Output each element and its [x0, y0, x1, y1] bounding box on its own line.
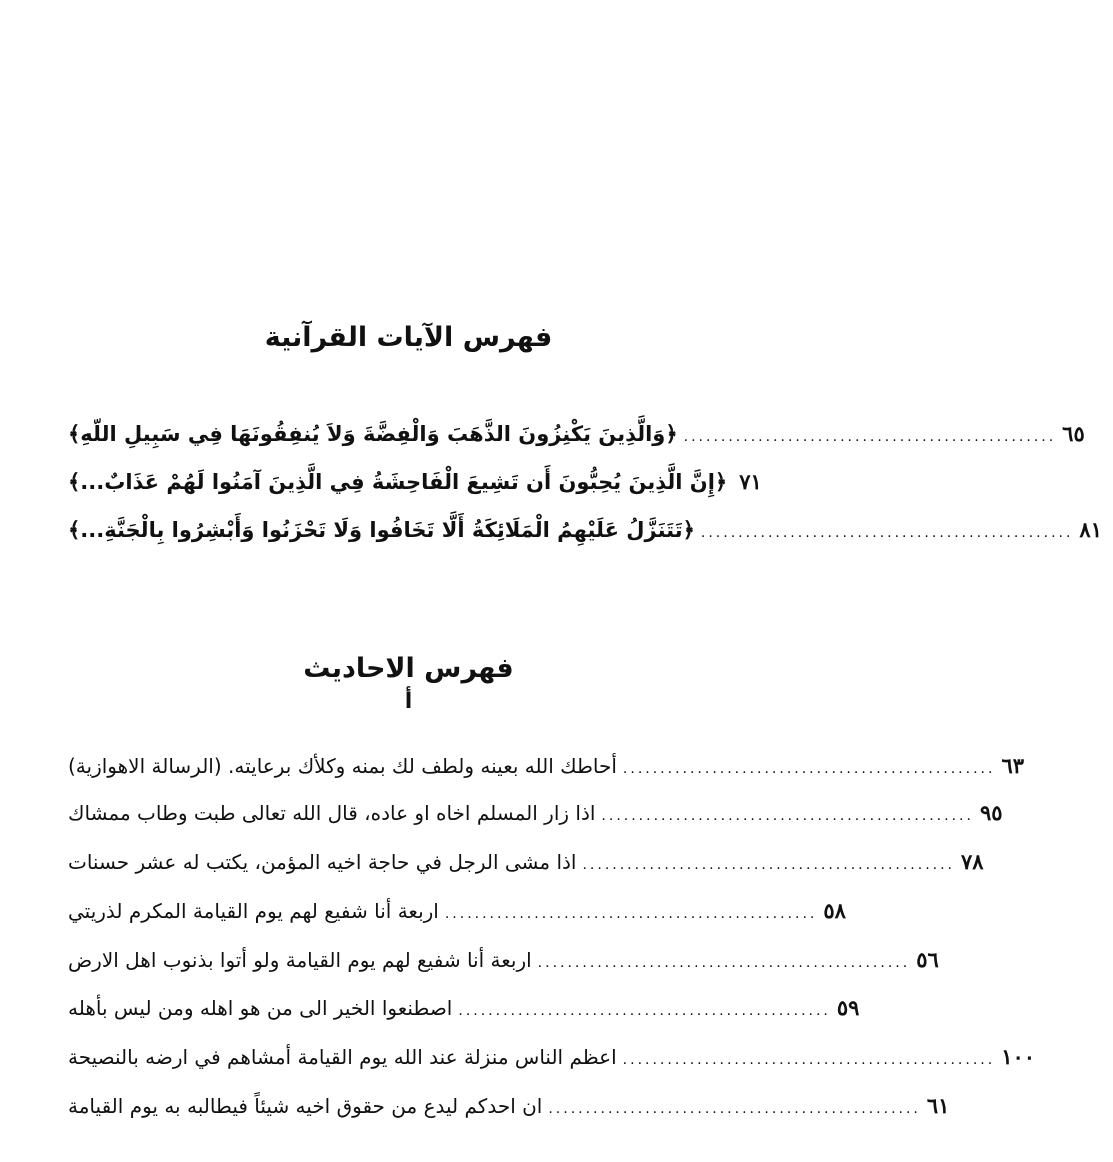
- leader-dots: ..................................................: [700, 525, 1074, 541]
- quran-index-title: فهرس الآيات القرآنية: [264, 322, 553, 353]
- page-number: ٦٥: [1062, 421, 1085, 446]
- leader-dots: ..................................................: [622, 761, 996, 777]
- hadith-text: اربعة أنا شفيع لهم يوم القيامة ولو أتوا بذنوب اهل الارض: [68, 948, 532, 972]
- section-letter: أ: [404, 689, 413, 714]
- page-number: ٥٦: [916, 947, 939, 972]
- page-number: ٦١: [926, 1093, 950, 1118]
- leader-dots: ..................................................: [683, 429, 1057, 445]
- hadith-text: ان احدكم ليدع من حقوق اخيه شيئاً فيطالبه به يوم القيامة: [68, 1094, 543, 1118]
- page-number: ٥٨: [823, 898, 846, 923]
- hadith-entry: [68, 800, 1003, 834]
- verse-text: ﴿تَتَنَزَّلُ عَلَيْهِمُ الْمَلَائِكَةُ أَلَّا تَخَافُوا وَلَا تَحْزَنُوا وَأَبْشِرُوا بِالْجَنَّةِ...﴾: [68, 518, 695, 542]
- hadith-entry: [68, 995, 860, 1029]
- hadith-text: اعظم الناس منزلة عند الله يوم القيامة أمشاهم في ارضه بالنصيحة: [68, 1045, 617, 1069]
- hadith-entry: [68, 1044, 1036, 1078]
- hadith-text: اصطنعوا الخير الى من هو اهله ومن ليس بأهله: [68, 996, 453, 1020]
- page-number: ٧٨: [961, 849, 984, 874]
- leader-dots: ..................................................: [458, 1003, 831, 1019]
- hadith-entry: [68, 753, 1024, 787]
- quran-entry: [68, 469, 762, 503]
- hadith-text: اربعة أنا شفيع لهم يوم القيامة المكرم لذريتي: [68, 899, 439, 923]
- leader-dots: ..................................................: [444, 906, 818, 922]
- leader-dots: ..................................................: [548, 1101, 921, 1117]
- quran-entry: [68, 421, 1085, 455]
- verse-text: ﴿وَالَّذِينَ يَكْنِزُونَ الذَّهَبَ وَالْفِضَّةَ وَلاَ يُنفِقُونَهَا فِي سَبِيلِ اللّهِ﴾: [68, 422, 678, 446]
- hadith-entry: [68, 898, 846, 932]
- hadith-index-title: فهرس الاحاديث: [303, 653, 514, 684]
- hadith-entry: [68, 1093, 950, 1127]
- quran-entry: [68, 517, 1102, 551]
- page-number: ٩٥: [979, 800, 1003, 825]
- leader-dots: ..................................................: [537, 955, 911, 971]
- verse-text: ﴿إِنَّ الَّذِينَ يُحِبُّونَ أَن تَشِيعَ الْفَاحِشَةُ فِي الَّذِينَ آمَنُوا لَهُمْ عَذَابٌ...﴾: [68, 470, 728, 494]
- page-number: ٧١: [739, 469, 762, 494]
- hadith-text: أحاطك الله بعينه ولطف لك بمنه وكلأك برعايته. (الرسالة الاهوازية): [68, 754, 617, 778]
- leader-dots: ..................................................: [582, 857, 955, 873]
- page-number: ٥٩: [836, 995, 860, 1020]
- page-number: ١٠٠: [1001, 1044, 1036, 1069]
- page-number: ٨١: [1079, 517, 1102, 542]
- page-number: ٦٣: [1001, 753, 1024, 778]
- hadith-text: اذا زار المسلم اخاه او عاده، قال الله تعالى طبت وطاب ممشاك: [68, 801, 596, 825]
- leader-dots: ..................................................: [601, 808, 974, 824]
- hadith-entry: [68, 947, 939, 981]
- leader-dots: ..................................................: [622, 1052, 996, 1068]
- hadith-text: اذا مشى الرجل في حاجة اخيه المؤمن، يكتب له عشر حسنات: [68, 850, 577, 874]
- hadith-entry: [68, 849, 984, 883]
